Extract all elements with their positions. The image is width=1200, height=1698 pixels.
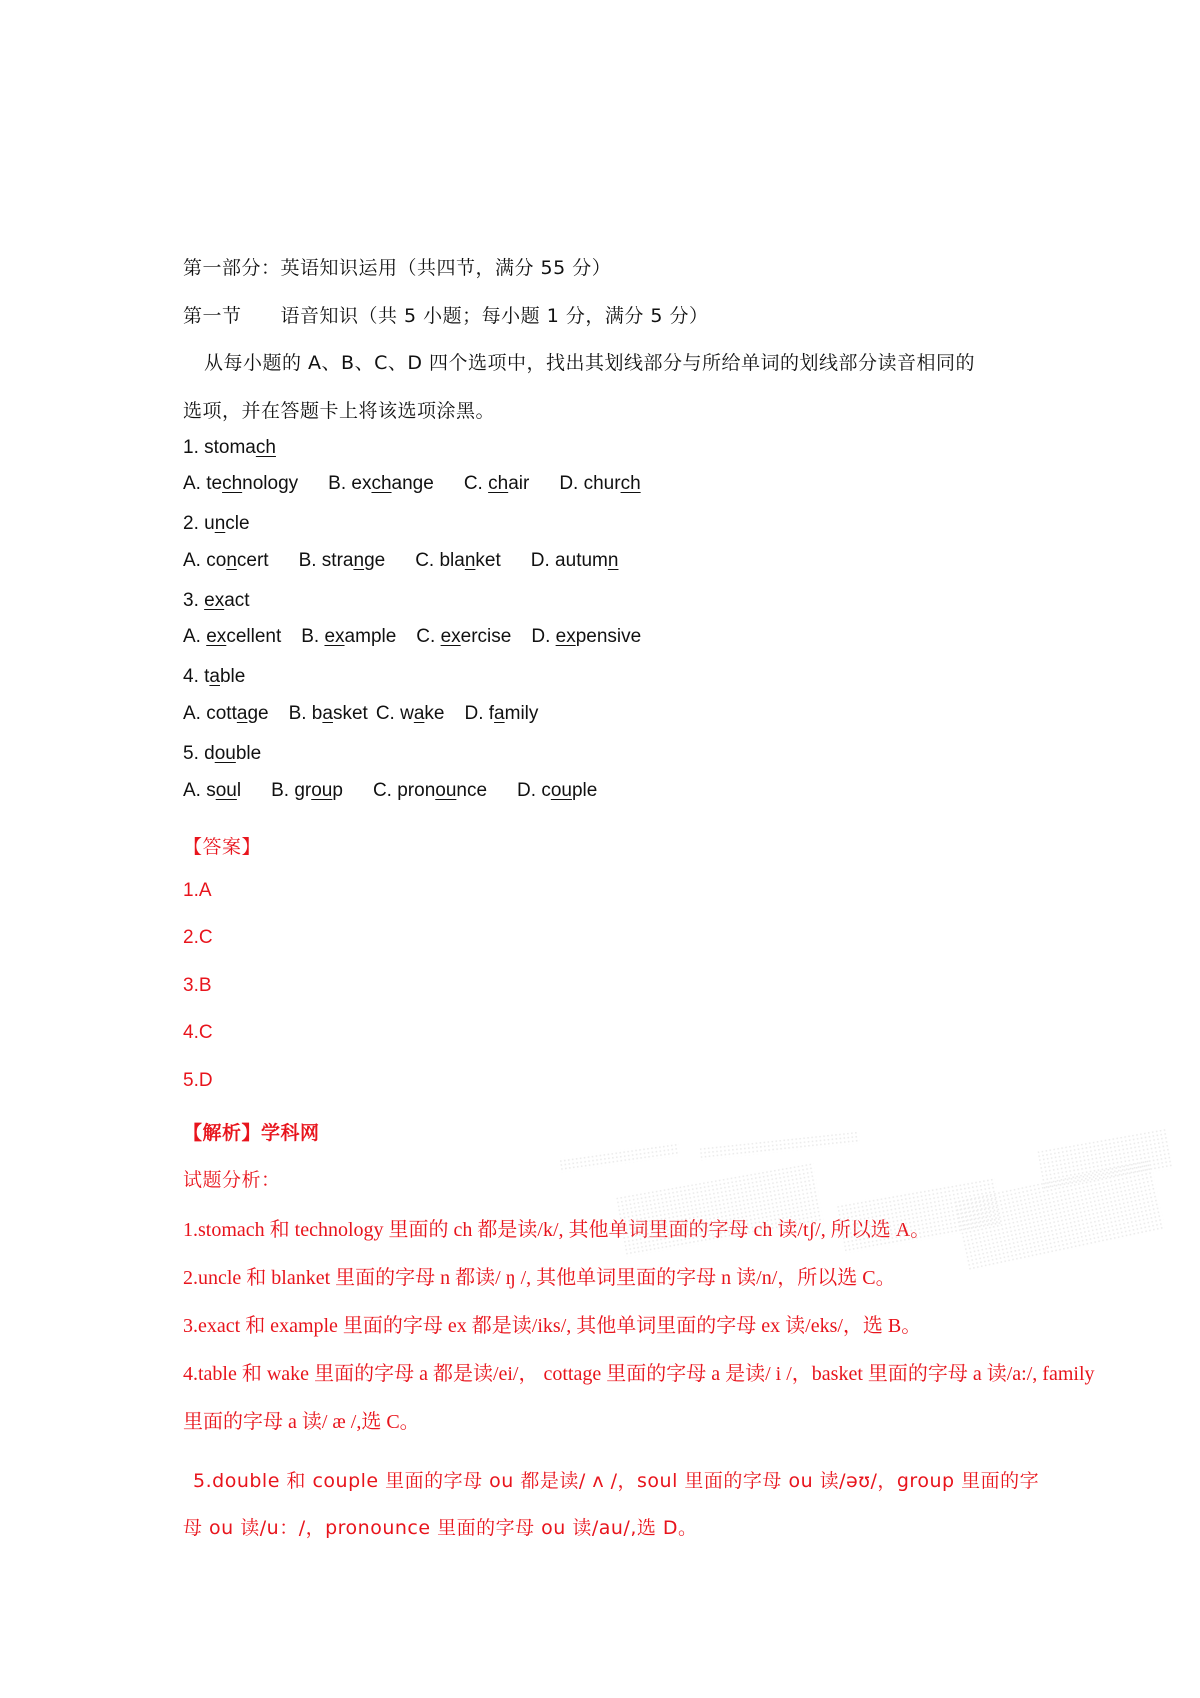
- option-a[interactable]: [183, 626, 281, 648]
- option-text: D.: [531, 626, 556, 647]
- option-text: A. cott: [183, 703, 237, 724]
- underlined-part: ou: [214, 743, 236, 764]
- option-text: nce: [456, 780, 488, 801]
- option-text: A. s: [183, 780, 216, 801]
- analysis-line-3: 3.exact 和 example 里面的字母 ex 都是读/iks/, 其他单词里面的字母 ex 读/eks/，选 B。: [183, 1315, 922, 1337]
- stem-text: 2. u: [183, 513, 215, 534]
- option-d[interactable]: [559, 473, 640, 495]
- underlined-part: ex: [555, 626, 576, 647]
- option-text: D. autum: [530, 550, 608, 571]
- analysis-line-4: 4.table 和 wake 里面的字母 a 都是读/ei/， cottage 里面的字母 a 是读/ i /，basket 里面的字母 a 读/a:/, family: [183, 1363, 1095, 1385]
- option-text: B. stra: [298, 550, 354, 571]
- underlined-part: a: [413, 703, 425, 724]
- analysis-line-1: 1.stomach 和 technology 里面的 ch 都是读/k/, 其他单词里面的字母 ch 读/tʃ/, 所以选 A。: [183, 1219, 931, 1241]
- underlined-part: ex: [324, 626, 345, 647]
- stem-text: 5. d: [183, 743, 215, 764]
- underlined-part: ou: [311, 780, 333, 801]
- underlined-part: n: [214, 513, 226, 534]
- underlined-part: ou: [435, 780, 457, 801]
- answer-item: 4.C: [183, 1022, 213, 1043]
- option-text: C. bla: [415, 550, 465, 571]
- option-a[interactable]: [183, 703, 269, 725]
- option-c[interactable]: [464, 473, 529, 495]
- option-text: mily: [504, 703, 539, 724]
- option-d[interactable]: [531, 626, 641, 648]
- option-row: [183, 473, 641, 495]
- underlined-part: a: [322, 703, 333, 724]
- stem-text: cle: [225, 513, 250, 534]
- option-text: ercise: [460, 626, 512, 647]
- option-text: air: [508, 473, 530, 494]
- question-stem: [183, 513, 250, 535]
- option-text: B. ex: [328, 473, 372, 494]
- option-text: D. f: [464, 703, 495, 724]
- underlined-part: a: [494, 703, 505, 724]
- option-text: nology: [242, 473, 299, 494]
- option-text: B.: [301, 626, 325, 647]
- option-d[interactable]: [531, 550, 619, 572]
- option-text: ge: [364, 550, 386, 571]
- part-heading: 第一部分：英语知识运用（共四节，满分 55 分）: [183, 257, 612, 279]
- analysis-line-5: 里面的字母 a 读/ æ /,选 C。: [183, 1411, 420, 1433]
- answer-item: 2.C: [183, 927, 213, 948]
- answer-item: 1.A: [183, 880, 212, 901]
- option-b[interactable]: [301, 626, 396, 648]
- underlined-part: ch: [255, 437, 276, 458]
- option-a[interactable]: [183, 550, 269, 572]
- option-c[interactable]: [376, 703, 445, 725]
- option-text: ample: [344, 626, 397, 647]
- option-b[interactable]: [289, 703, 368, 725]
- analysis-label: 【解析】学科网: [183, 1122, 320, 1144]
- underlined-part: n: [607, 550, 619, 571]
- option-row: [183, 780, 597, 802]
- instruction-line-1: 从每小题的 A、B、C、D 四个选项中，找出其划线部分与所给单词的划线部分读音相同的: [204, 352, 976, 374]
- underlined-part: ch: [488, 473, 509, 494]
- instruction-line-2: 选项，并在答题卡上将该选项涂黑。: [183, 400, 496, 422]
- underlined-part: ou: [550, 780, 572, 801]
- option-text: B. gr: [271, 780, 312, 801]
- answer-label: 【答案】: [183, 836, 262, 858]
- option-text: ple: [571, 780, 598, 801]
- answer-item: 5.D: [183, 1070, 213, 1091]
- option-d[interactable]: [464, 703, 538, 725]
- question-stem: [183, 437, 276, 459]
- analysis-line-2: 2.uncle 和 blanket 里面的字母 n 都读/ ŋ /, 其他单词里面的字母 n 读/n/，所以选 C。: [183, 1267, 896, 1289]
- option-c[interactable]: [373, 780, 487, 802]
- underlined-part: n: [226, 550, 237, 571]
- option-text: pensive: [575, 626, 642, 647]
- option-d[interactable]: [517, 780, 597, 802]
- underlined-part: a: [209, 666, 220, 687]
- underlined-part: ex: [206, 626, 227, 647]
- option-text: B. b: [288, 703, 323, 724]
- answer-item: 3.B: [183, 975, 212, 996]
- option-text: cert: [236, 550, 269, 571]
- stem-text: ble: [235, 743, 262, 764]
- analysis-sublabel: 试题分析：: [183, 1169, 281, 1191]
- option-text: C. pron: [372, 780, 436, 801]
- option-text: D. chur: [559, 473, 621, 494]
- question-stem: [183, 743, 261, 765]
- option-c[interactable]: [416, 626, 511, 648]
- question-stem: [183, 590, 250, 612]
- option-text: A. co: [183, 550, 227, 571]
- option-text: p: [332, 780, 343, 801]
- underlined-part: ch: [371, 473, 392, 494]
- underlined-part: ex: [440, 626, 461, 647]
- option-a[interactable]: [183, 473, 298, 495]
- stem-text: 3.: [183, 590, 205, 611]
- option-a[interactable]: [183, 780, 241, 802]
- option-text: cellent: [226, 626, 282, 647]
- option-text: ke: [424, 703, 445, 724]
- option-b[interactable]: [299, 550, 386, 572]
- option-text: C.: [416, 626, 441, 647]
- underlined-part: ou: [215, 780, 237, 801]
- stem-text: 4. t: [183, 666, 210, 687]
- option-text: sket: [332, 703, 368, 724]
- option-text: A.: [183, 626, 207, 647]
- underlined-part: ex: [204, 590, 225, 611]
- option-row: [183, 626, 641, 648]
- section-heading: 第一节 语音知识（共 5 小题；每小题 1 分，满分 5 分）: [183, 305, 709, 327]
- option-text: C. w: [375, 703, 414, 724]
- underlined-part: ch: [620, 473, 641, 494]
- stem-text: act: [224, 590, 250, 611]
- option-row: [183, 550, 618, 572]
- analysis-line-6: 5.double 和 couple 里面的字母 ou 都是读/ ʌ /，soul 里面的字母 ou 读/əʊ/，group 里面的字: [193, 1470, 1040, 1492]
- option-text: l: [236, 780, 242, 801]
- analysis-line-7: 母 ou 读/u：/，pronounce 里面的字母 ou 读/au/,选 D。: [183, 1517, 698, 1539]
- underlined-part: a: [236, 703, 248, 724]
- option-text: D. c: [517, 780, 551, 801]
- option-row: [183, 703, 538, 725]
- option-b[interactable]: [271, 780, 343, 802]
- underlined-part: n: [353, 550, 365, 571]
- option-text: A. te: [183, 473, 223, 494]
- underlined-part: ch: [222, 473, 243, 494]
- option-c[interactable]: [415, 550, 501, 572]
- stem-text: 1. stoma: [183, 437, 256, 458]
- option-b[interactable]: [328, 473, 434, 495]
- question-stem: [183, 666, 245, 688]
- option-text: ket: [475, 550, 501, 571]
- underlined-part: n: [464, 550, 476, 571]
- option-text: ge: [247, 703, 269, 724]
- stem-text: ble: [219, 666, 246, 687]
- option-text: ange: [391, 473, 434, 494]
- option-text: C.: [463, 473, 489, 494]
